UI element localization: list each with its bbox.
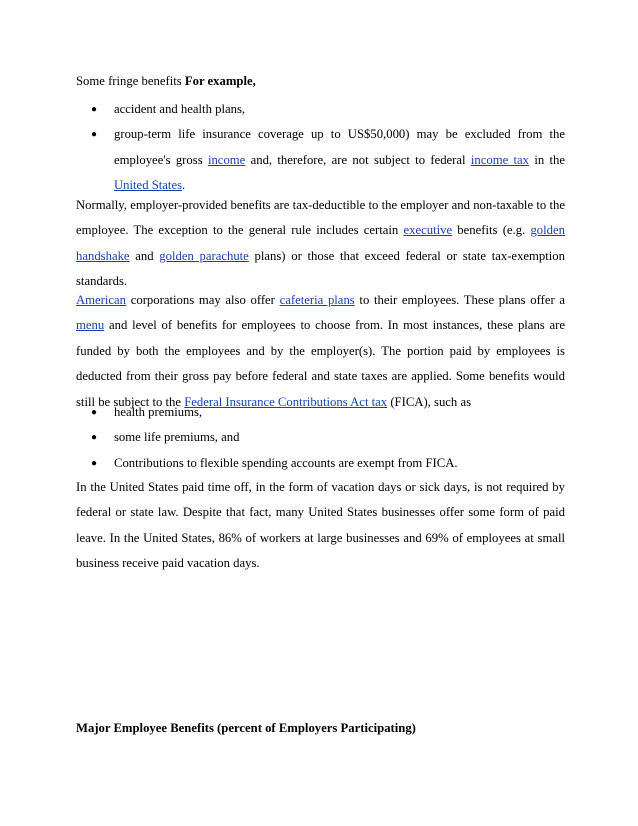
paragraph-text: and (129, 248, 160, 263)
bullet-list-2 (76, 400, 565, 476)
bullet-icon: ● (91, 129, 98, 141)
paragraph-normally (76, 193, 565, 295)
intro-text: Some fringe benefits (76, 74, 185, 88)
link-income[interactable]: income (207, 152, 246, 167)
link-fica[interactable]: Federal Insurance Contributions Act tax (184, 394, 388, 409)
list-item (76, 122, 565, 198)
bullet-icon: ● (91, 104, 98, 115)
paragraph-text: plans) or those that exceed federal or state tax-exemption standards. (76, 248, 565, 289)
list-item (76, 400, 565, 425)
section-heading: Major Employee Benefits (percent of Employers Participating) (76, 721, 416, 735)
bullet-icon: ● (91, 457, 98, 469)
bullet-icon: ● (91, 407, 98, 418)
paragraph-text: benefits (e.g. (452, 223, 531, 238)
list-item-text: in the (529, 152, 565, 167)
link-golden-parachute[interactable]: golden parachute (159, 248, 249, 263)
list-item-text: group-term life insurance coverage up to US$50,000) may be excluded from the employee's gross (114, 127, 565, 167)
list-item (76, 97, 565, 122)
link-united-states[interactable]: United States (114, 178, 183, 193)
link-executive[interactable]: executive (403, 223, 453, 238)
paragraph-text: corporations may also offer (126, 293, 280, 307)
bullet-icon: ● (91, 432, 98, 444)
link-income-tax[interactable]: income tax (470, 152, 530, 167)
paragraph-american (76, 288, 565, 415)
intro-line (76, 69, 565, 94)
list-item (76, 425, 565, 450)
list-item-text: health premiums, (114, 405, 203, 419)
link-golden-handshake[interactable]: golden handshake (76, 223, 565, 263)
list-item-text: Contributions to flexible spending accounts are exempt from FICA. (114, 455, 458, 470)
list-item-text: . (182, 178, 186, 193)
paragraph-text: (FICA), such as (387, 394, 472, 409)
paragraph-text: and level of benefits for employees to choose from. In most instances, these plans are funded by both the employees and by the employer(s). The portion paid by employees is deducted from their gross pay before federal and state taxes are applied. Some benefits would still be subject to the (76, 318, 565, 409)
bullet-list-1 (76, 97, 565, 199)
paragraph-text: Normally, employer-provided benefits are tax-deductible to the employer and non-taxable to the employee. The exception to the general rule includes certain (76, 198, 565, 238)
link-american[interactable]: American (76, 293, 127, 307)
intro-bold: For example, (184, 74, 256, 88)
link-menu[interactable]: menu (76, 318, 105, 333)
list-item-text: accident and health plans, (114, 102, 246, 116)
list-item-text: and, therefore, are not subject to federal (245, 152, 471, 167)
list-item (76, 451, 565, 476)
link-cafeteria-plans[interactable]: cafeteria plans (279, 293, 355, 307)
paragraph-paid-time-off: In the United States paid time off, in the form of vacation days or sick days, is not required by federal or state law. Despite that fact, many United States businesses offer some form of paid leave. In the United States, 86% of workers at large businesses and 69% of employees at small business receive paid vacation days. (76, 480, 565, 571)
list-item-text: some life premiums, and (114, 430, 240, 445)
paragraph-text: to their employees. These plans offer a (354, 293, 565, 307)
